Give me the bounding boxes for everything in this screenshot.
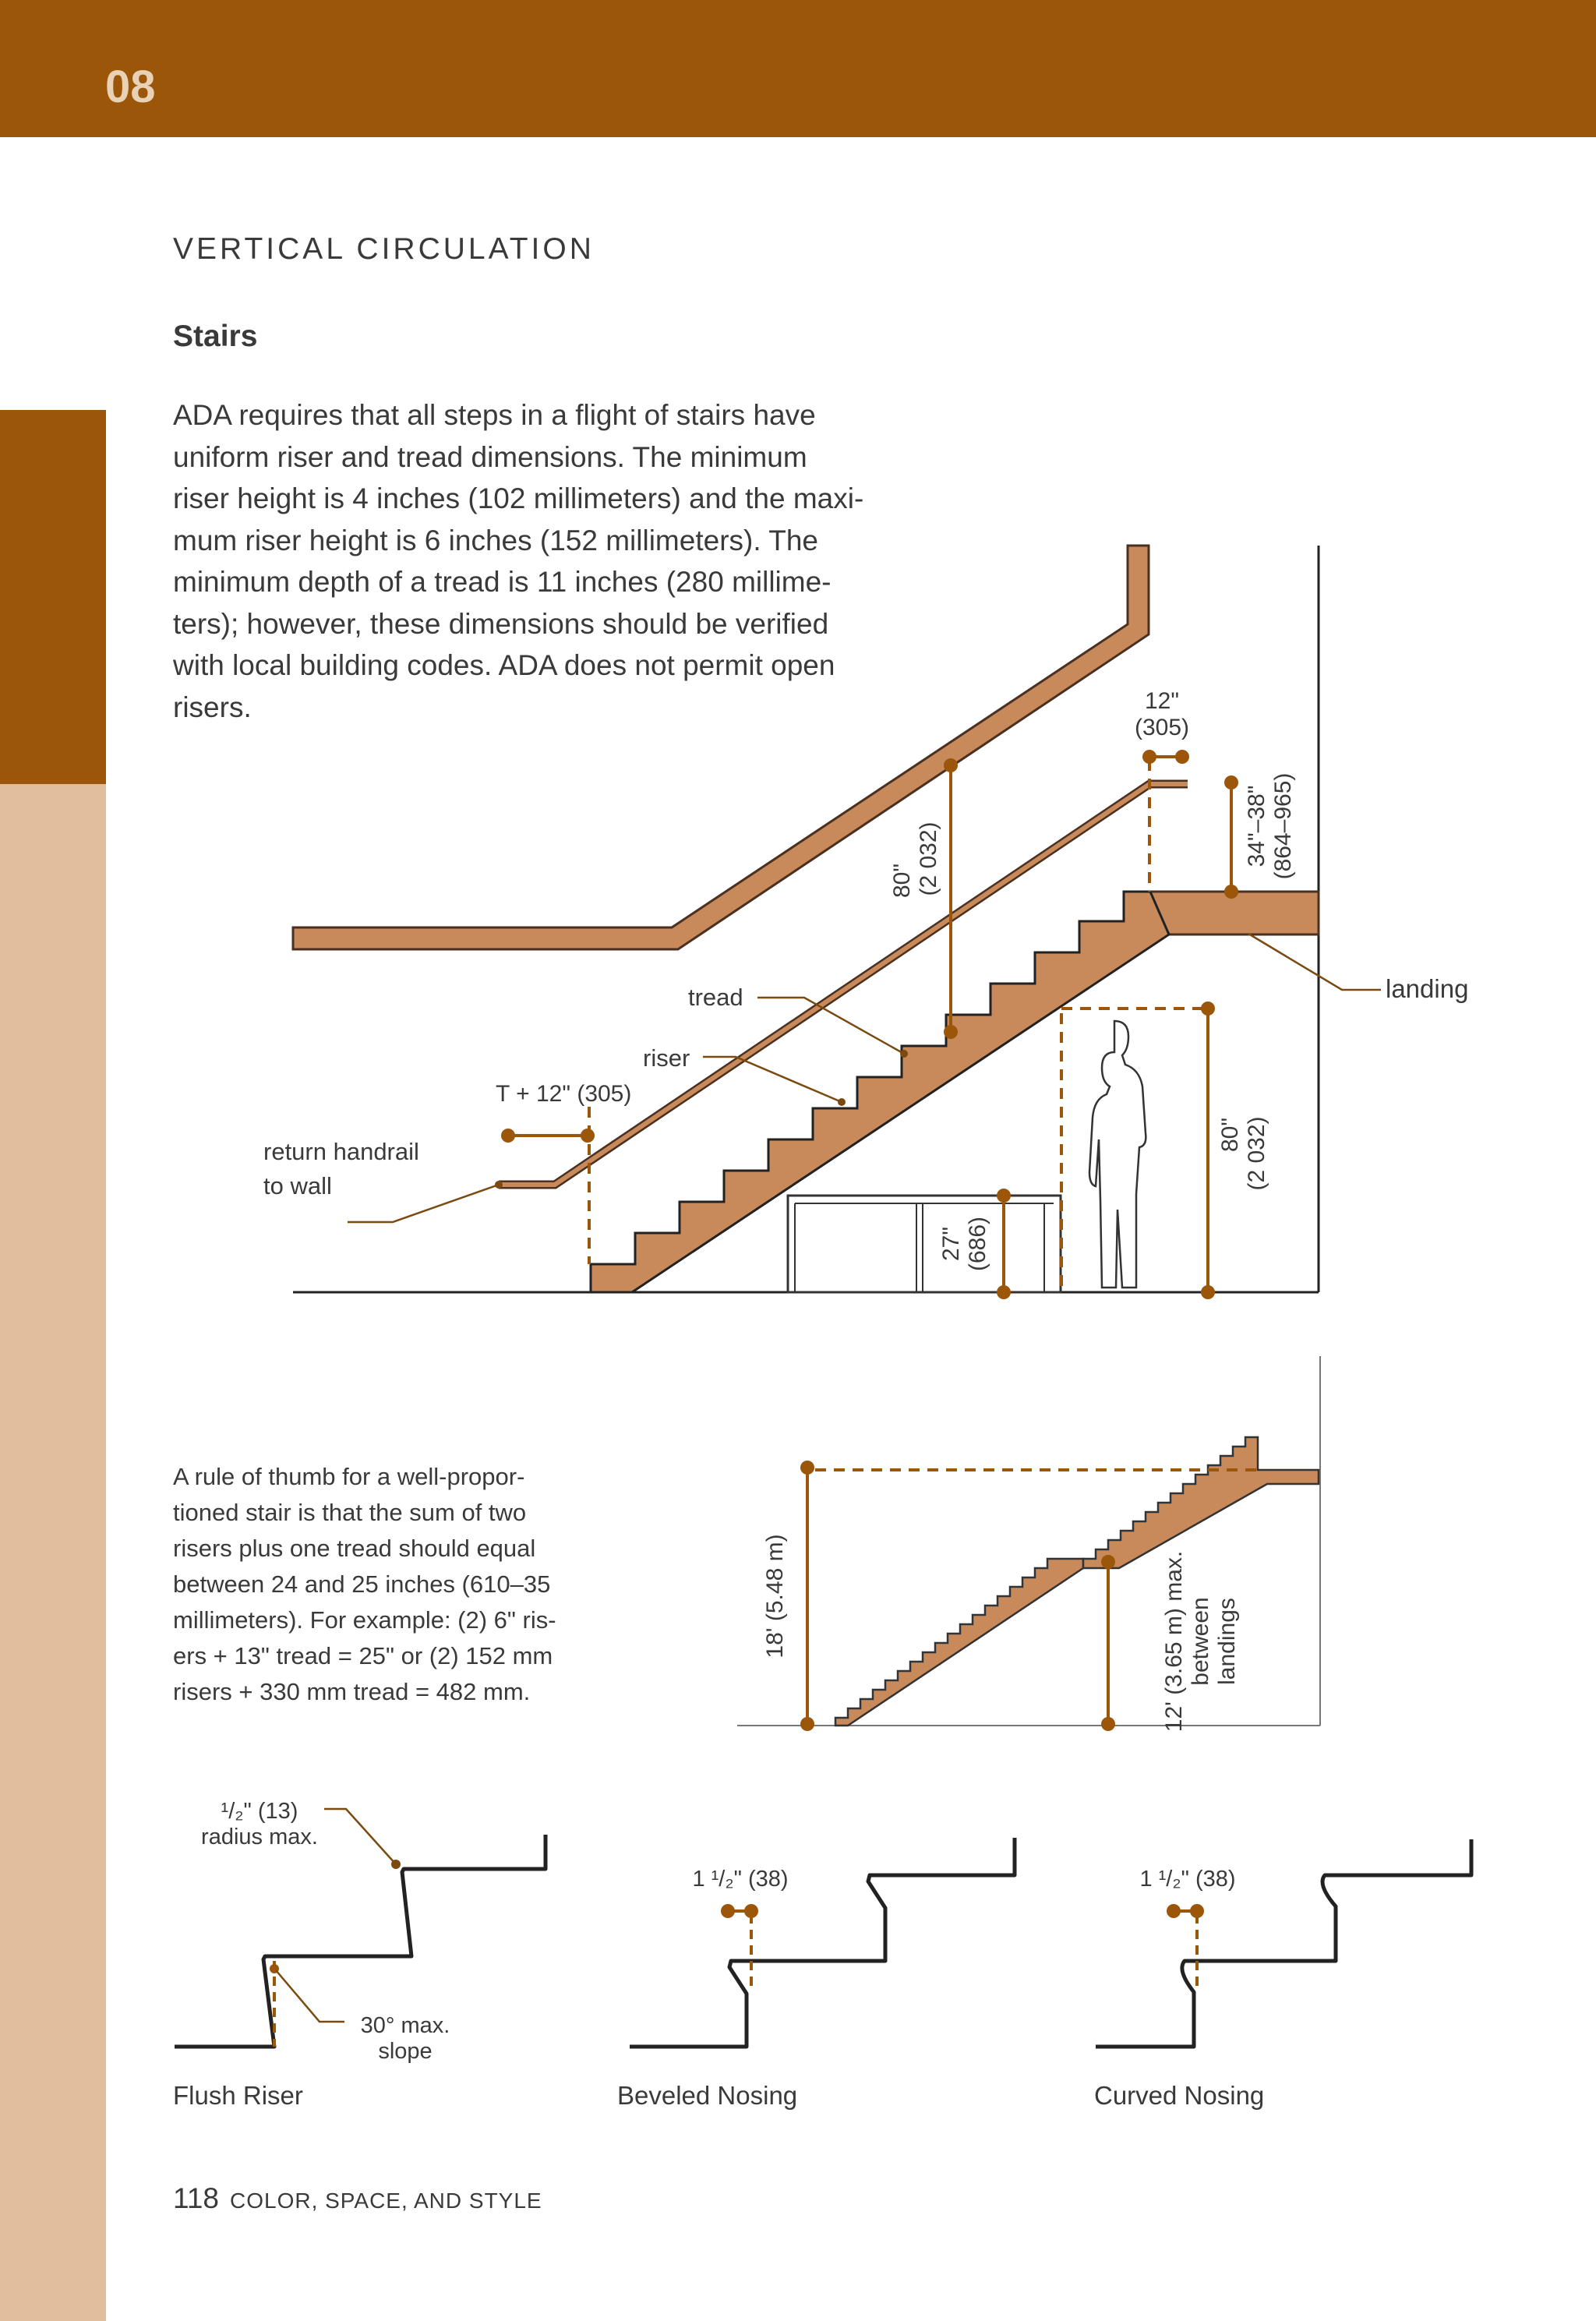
dim-dot bbox=[997, 1285, 1011, 1299]
dim-dot bbox=[1201, 1002, 1215, 1016]
dim-34-38-label: 34"–38" bbox=[1244, 785, 1269, 867]
dim-305-label: (305) bbox=[1134, 715, 1190, 740]
lower-flight bbox=[835, 1559, 1083, 1726]
return-handrail-leader bbox=[348, 1185, 499, 1222]
dim-t12-label: T + 12" (305) bbox=[496, 1081, 632, 1107]
dim-dot bbox=[1175, 750, 1189, 764]
intro-line: ters); however, these dimensions should be verified bbox=[173, 607, 829, 640]
rule-line: millimeters). For example: (2) 6" ris- bbox=[173, 1606, 556, 1634]
dim-864-965-label: (864–965) bbox=[1270, 772, 1296, 880]
rule-line: risers plus one tread should equal bbox=[173, 1535, 536, 1562]
dim-dot bbox=[1224, 775, 1238, 790]
leader-dot bbox=[900, 1050, 908, 1058]
person-silhouette bbox=[1089, 1021, 1146, 1288]
dim-12max-label-2: between bbox=[1188, 1597, 1213, 1686]
caption-flush-riser: Flush Riser bbox=[173, 2081, 303, 2110]
dim-dot bbox=[1101, 1717, 1115, 1731]
rule-line: ers + 13" tread = 25" or (2) 152 mm bbox=[173, 1642, 553, 1669]
landing-label: landing bbox=[1386, 974, 1469, 1003]
dim-80-label: 80" bbox=[889, 863, 915, 899]
curved-dim-label: 1 ¹/₂" (38) bbox=[1139, 1867, 1236, 1892]
storage-cabinet bbox=[788, 1196, 1061, 1292]
dim-12max-label-1: 12' (3.65 m) max. bbox=[1161, 1550, 1187, 1733]
intro-line: risers. bbox=[173, 691, 252, 723]
dim-686-label: (686) bbox=[965, 1216, 990, 1272]
chapter-number: 08 bbox=[105, 62, 156, 112]
dim-27-label: 27" bbox=[938, 1226, 964, 1262]
intro-line: ADA requires that all steps in a flight of stairs have bbox=[173, 399, 816, 431]
flush-riser-detail bbox=[175, 1799, 546, 2064]
upper-flight bbox=[1083, 1437, 1319, 1568]
dim-dot bbox=[501, 1129, 515, 1143]
stair-flight bbox=[591, 892, 1169, 1292]
stair-section-diagram bbox=[263, 546, 1468, 1299]
ceiling-soffit bbox=[293, 546, 1149, 949]
section-title: VERTICAL CIRCULATION bbox=[173, 232, 595, 266]
tread-label: tread bbox=[688, 984, 743, 1011]
tread-leader bbox=[757, 998, 904, 1054]
dim-dot bbox=[1101, 1555, 1115, 1569]
flush-radius-label-1: ¹/₂" (13) bbox=[221, 1799, 298, 1824]
dim-dot bbox=[1224, 885, 1238, 899]
dim-18-label: 18' (5.48 m) bbox=[762, 1534, 788, 1659]
beveled-dim-label: 1 ¹/₂" (38) bbox=[692, 1867, 789, 1892]
stair-run-diagram bbox=[737, 1289, 1320, 1732]
riser-leader bbox=[703, 1057, 842, 1102]
landing-slab bbox=[1150, 892, 1319, 934]
slope-leader bbox=[276, 1970, 344, 2022]
intro-line: with local building codes. ADA does not permit open bbox=[173, 649, 835, 681]
dim-dot bbox=[1167, 1904, 1181, 1918]
caption-beveled-nosing: Beveled Nosing bbox=[617, 2081, 798, 2110]
rule-line: A rule of thumb for a well-propor- bbox=[173, 1463, 525, 1490]
landing-leader bbox=[1248, 934, 1381, 990]
dim-dot bbox=[1201, 1285, 1215, 1299]
dim-dot bbox=[944, 758, 958, 772]
riser-label: riser bbox=[643, 1044, 690, 1072]
dim-2032-label: (2 032) bbox=[916, 821, 941, 896]
book-title: COLOR, SPACE, AND STYLE bbox=[230, 2189, 542, 2213]
page-footer bbox=[173, 2182, 542, 2215]
dim-dot bbox=[944, 1025, 958, 1039]
return-handrail-label-2: to wall bbox=[263, 1172, 332, 1199]
intro-line: mum riser height is 6 inches (152 millimeters). The bbox=[173, 524, 818, 556]
rule-line: tioned stair is that the sum of two bbox=[173, 1499, 527, 1526]
dim-dot bbox=[997, 1189, 1011, 1203]
dim-80b-label: 80" bbox=[1217, 1117, 1243, 1153]
flush-radius-label-2: radius max. bbox=[201, 1825, 318, 1849]
dim-dot bbox=[800, 1461, 814, 1475]
beveled-nosing-detail bbox=[630, 1838, 1015, 2047]
dim-2032b-label: (2 032) bbox=[1244, 1116, 1269, 1191]
dim-dot bbox=[800, 1717, 814, 1731]
dim-dot bbox=[721, 1904, 735, 1918]
rule-line: between 24 and 25 inches (610–35 bbox=[173, 1570, 551, 1598]
caption-curved-nosing: Curved Nosing bbox=[1094, 2081, 1265, 2110]
run-placeholder bbox=[835, 1289, 1315, 1726]
radius-dot bbox=[391, 1860, 401, 1869]
leader-dot bbox=[838, 1098, 846, 1106]
beveled-profile bbox=[630, 1838, 1015, 2047]
leader-dot bbox=[495, 1181, 503, 1189]
dim-12-label: 12" bbox=[1144, 688, 1180, 714]
radius-leader bbox=[324, 1809, 396, 1864]
curved-nosing-detail bbox=[1096, 1839, 1471, 2047]
flush-slope-label-1: 30° max. bbox=[360, 2013, 450, 2038]
intro-line: riser height is 4 inches (102 millimeters) and the maxi- bbox=[173, 482, 864, 514]
return-handrail-label-1: return handrail bbox=[263, 1138, 419, 1165]
intro-line: minimum depth of a tread is 11 inches (280 millime- bbox=[173, 566, 832, 598]
dim-12max-label-3: landings bbox=[1214, 1598, 1240, 1685]
rule-line: risers + 330 mm tread = 482 mm. bbox=[173, 1678, 531, 1705]
page-number: 118 bbox=[173, 2182, 219, 2214]
subhead: Stairs bbox=[173, 320, 258, 353]
flush-slope-label-2: slope bbox=[378, 2039, 433, 2064]
intro-line: uniform riser and tread dimensions. The minimum bbox=[173, 440, 807, 473]
